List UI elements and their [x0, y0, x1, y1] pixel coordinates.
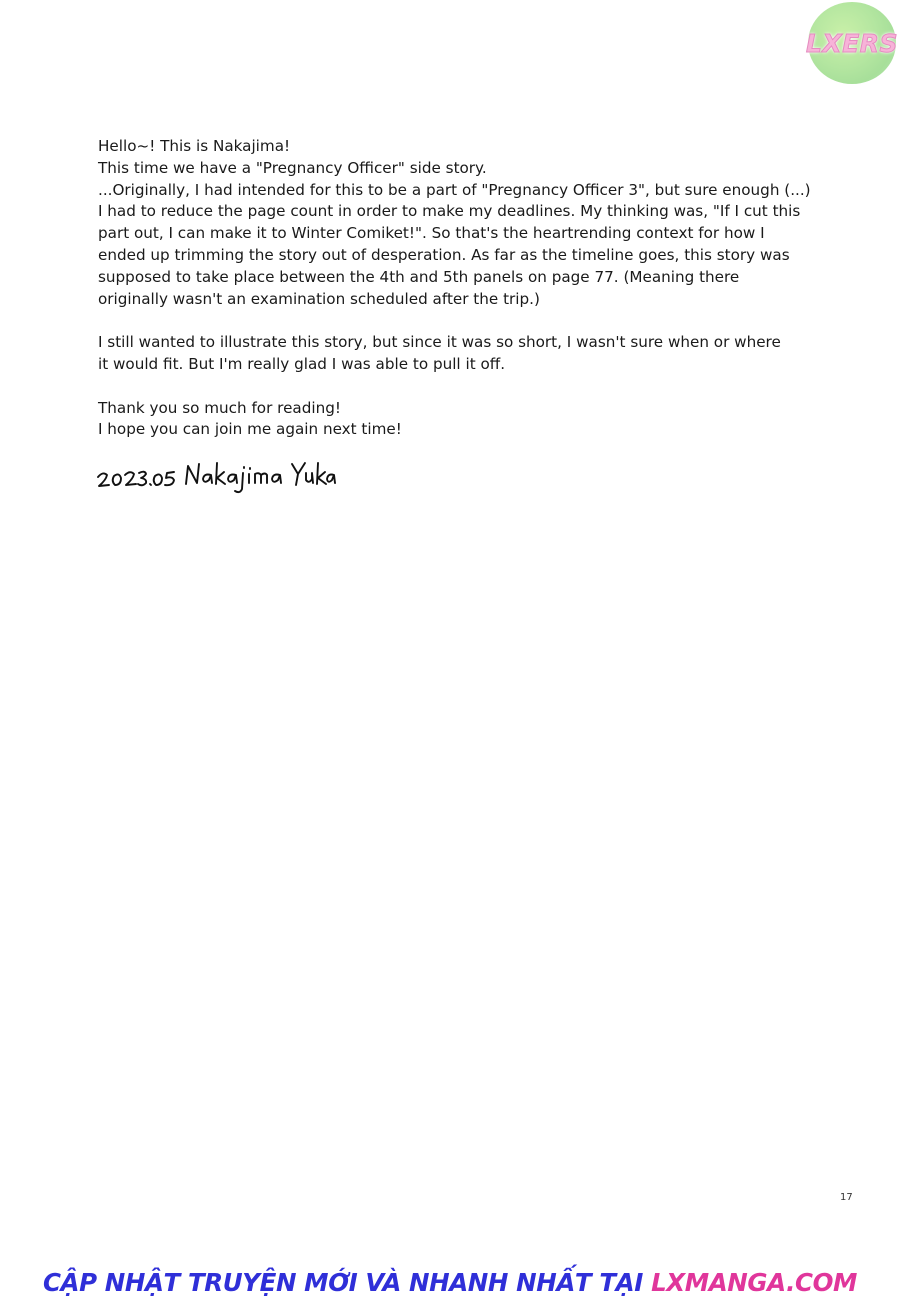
text-line: Hello~! This is Nakajima!: [98, 137, 291, 155]
site-link[interactable]: LXMANGA.COM: [651, 1268, 858, 1297]
text-line: ...Originally, I had intended for this to be a part of "Pregnancy Officer 3", but sure enough (...): [98, 180, 811, 199]
afterword-text: [98, 136, 818, 441]
text-line: part out, I can make it to Winter Comiket!". So that's the heartrending context for how I: [98, 224, 765, 243]
text-line: I had to reduce the page count in order to make my deadlines. My thinking was, "If I cut this: [98, 202, 801, 221]
watermark-text: LXERS: [805, 28, 899, 58]
text-line: supposed to take place between the 4th and 5th panels on page 77. (Meaning there: [98, 267, 740, 286]
paragraph-1: [98, 136, 818, 310]
paragraph-gap: [98, 376, 818, 398]
paragraph-2: [98, 332, 818, 376]
text-line: I hope you can join me again next time!: [98, 420, 402, 439]
handwritten-signature: [96, 458, 336, 504]
text-line: originally wasn't an examination scheduled after the trip.): [98, 289, 540, 308]
lxers-watermark-logo: [805, 2, 899, 84]
paragraph-gap: [98, 310, 818, 332]
banner-text: CẬP NHẬT TRUYỆN MỚI VÀ NHANH NHẤT TẠI: [42, 1268, 652, 1297]
promo-banner: [0, 1268, 900, 1297]
page-number: 17: [840, 1192, 853, 1203]
text-line: ended up trimming the story out of desperation. As far as the timeline goes, this story was: [98, 245, 790, 264]
text-line: it would fit. But I'm really glad I was able to pull it off.: [98, 354, 506, 373]
paragraph-3: [98, 398, 818, 442]
text-line: This time we have a "Pregnancy Officer" side story.: [98, 158, 487, 177]
text-line: Thank you so much for reading!: [98, 398, 341, 417]
text-line: I still wanted to illustrate this story, but since it was so short, I wasn't sure when or where: [98, 333, 781, 352]
